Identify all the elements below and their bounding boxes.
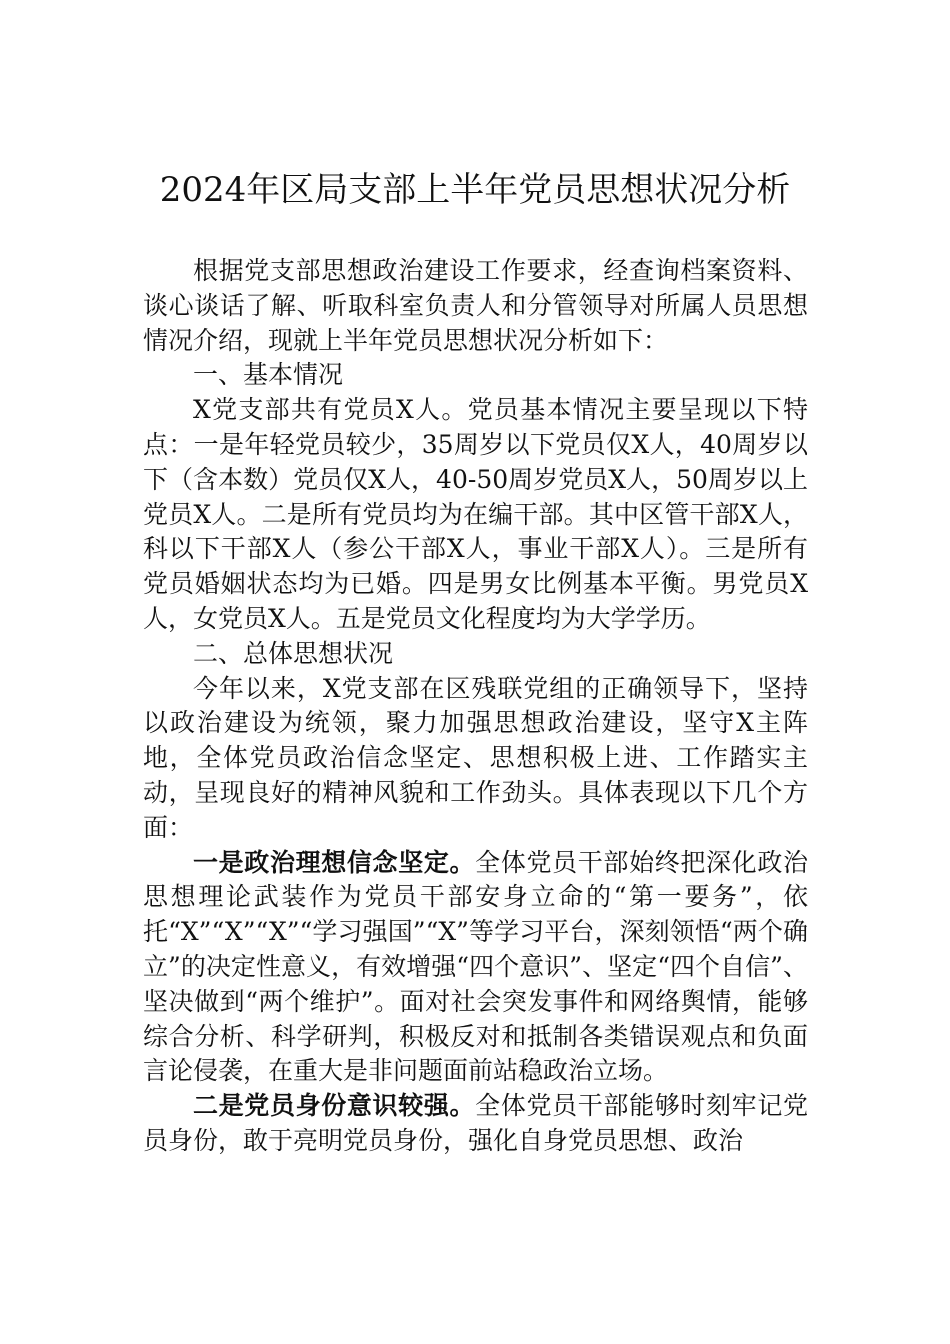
point-party-identity-lead: 二是党员身份意识较强。 <box>193 1091 476 1121</box>
section-heading-overall: 二、总体思想状况 <box>193 638 394 668</box>
basic-situation-paragraph: X党支部共有党员X人。党员基本情况主要呈现以下特点：一是年轻党员较少，35周岁以下党员仅X人，40周岁以下（含本数）党员仅X人，40-50周岁党员X人，50周岁以上党员X人。二是所有党员均为在编干部。其中区管干部X人，科以下干部X人（参公干部X人，事业干部X人）。三是所有党员婚姻状态均为已婚。四是男女比例基本平衡。男党员X人，女党员X人。五是党员文化程度均为大学学历。 <box>143 395 808 633</box>
point-party-identity-text: 全体党员干部能够时刻牢记党员身份，敢于亮明党员身份，强化自身党员思想、政治 <box>143 1091 808 1155</box>
intro-paragraph: 根据党支部思想政治建设工作要求，经查询档案资料、谈心谈话了解、听取科室负责人和分管领导对所属人员思想情况介绍，现就上半年党员思想状况分析如下： <box>143 256 808 355</box>
point-political-belief-text: 全体党员干部始终把深化政治思想理论武装作为党员干部安身立命的“第一要务”，依托“X”“X”“X”“学习强国”“X”等学习平台，深刻领悟“两个确立”的决定性意义，有效增强“四个意识”、坚定“四个自信”、坚决做到“两个维护”。面对社会突发事件和网络舆情，能够综合分析、科学研判，积极反对和抵制各类错误观点和负面言论侵袭，在重大是非问题面前站稳政治立场。 <box>143 847 808 1086</box>
point-party-identity <box>143 1089 808 1159</box>
overall-situation-paragraph: 今年以来，X党支部在区残联党组的正确领导下，坚持以政治建设为统领，聚力加强思想政治建设，坚守X主阵地，全体党员政治信念坚定、思想积极上进、工作踏实主动，呈现良好的精神风貌和工作劲头。具体表现以下几个方面： <box>143 673 808 842</box>
point-political-belief <box>143 846 808 1090</box>
point-political-belief-lead: 一是政治理想信念坚定。 <box>193 847 476 877</box>
document-title: 2024年区局支部上半年党员思想状况分析 <box>159 170 791 210</box>
section-heading-basic: 一、基本情况 <box>193 360 344 390</box>
document-body <box>143 254 808 1159</box>
